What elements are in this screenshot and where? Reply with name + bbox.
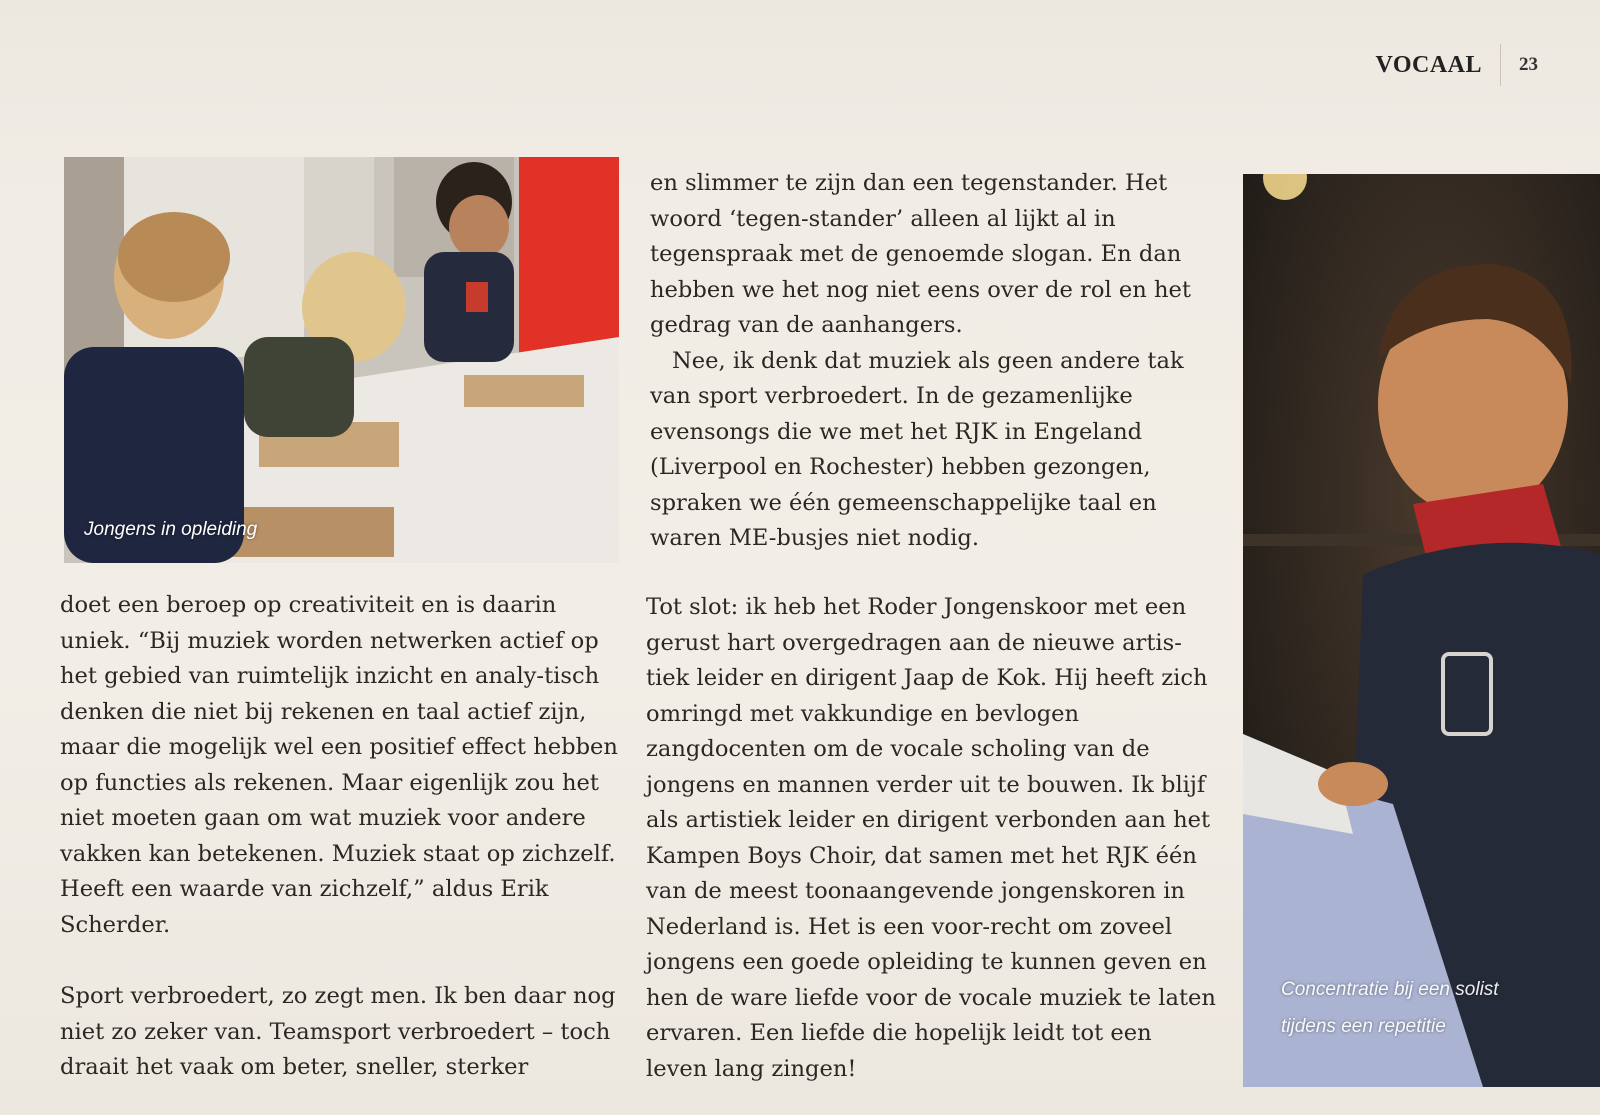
photo-illustration: [64, 157, 619, 563]
section-name: VOCAAL: [1375, 51, 1482, 78]
photo-caption-left: Jongens in opleiding: [84, 519, 258, 540]
page-header: [1375, 44, 1538, 86]
column-middle-top: [650, 166, 1200, 557]
caption-line-2: tijdens een repetitie: [1281, 1016, 1446, 1037]
paragraph-scherder-quote: doet een beroep op creativiteit en is daarin uniek. “Bij muziek worden netwerken actief op het gebied van ruimtelijk inzicht en analy-tisch denken die niet bij rekenen en taal actief zijn, maar die mogelijk wel een positief effect hebben op functies als rekenen. Maar eigenlijk zou het niet moeten gaan om wat muziek voor andere vakken kan betekenen. Muziek staat op zichzelf. Heeft een waarde van zichzelf,” aldus Erik Scherder.: [60, 592, 618, 938]
photo-caption-right: [1281, 971, 1581, 1045]
column-middle-bottom: [646, 590, 1216, 1087]
paragraph-gap: [60, 943, 620, 979]
photo-boys-in-training: [64, 157, 619, 563]
paragraph-evensongs: Nee, ik denk dat muziek als geen andere tak van sport verbroedert. In de gezamenlijke evensongs die we met het RJK in Engeland (Liverpool en Rochester) hebben gezongen, spraken we één gemeenschappelijke taal en waren ME-busjes niet nodig.: [650, 347, 1184, 551]
paragraph-tot-slot: Tot slot: ik heb het Roder Jongenskoor met een gerust hart overgedragen aan de nieuwe artis-tiek leider en dirigent Jaap de Kok. Hij heeft zich omringd met vakkundige en bevlogen zangdocenten om de vocale scholing van de jongens en mannen verder uit te bouwen. Ik blijf als artistiek leider en dirigent verbonden aan het Kampen Boys Choir, dat samen met het RJK één van de meest toonaangevende jongenskoren in Nederland is. Het is een voor-recht om zoveel jongens een goede opleiding te kunnen geven en hen de ware liefde voor de vocale muziek te laten ervaren. Een liefde die hopelijk leidt tot een leven lang zingen!: [646, 594, 1216, 1082]
paragraph-tegenstander: en slimmer te zijn dan een tegenstander. Het woord ‘tegen-stander’ alleen al lijkt al in tegenspraak met de genoemde slogan. En dan hebben we het nog niet eens over de rol en het gedrag van de aanhangers.: [650, 170, 1191, 338]
header-divider: [1500, 44, 1501, 86]
photo-illustration: [1243, 174, 1600, 1087]
page-number: 23: [1519, 54, 1538, 75]
photo-soloist: [1243, 174, 1600, 1087]
caption-line-1: Concentratie bij een solist: [1281, 979, 1499, 1000]
paragraph-sport: Sport verbroedert, zo zegt men. Ik ben daar nog niet zo zeker van. Teamsport verbroedert – toch draait het vaak om beter, sneller, sterker: [60, 983, 616, 1080]
column-left: [60, 588, 620, 1086]
